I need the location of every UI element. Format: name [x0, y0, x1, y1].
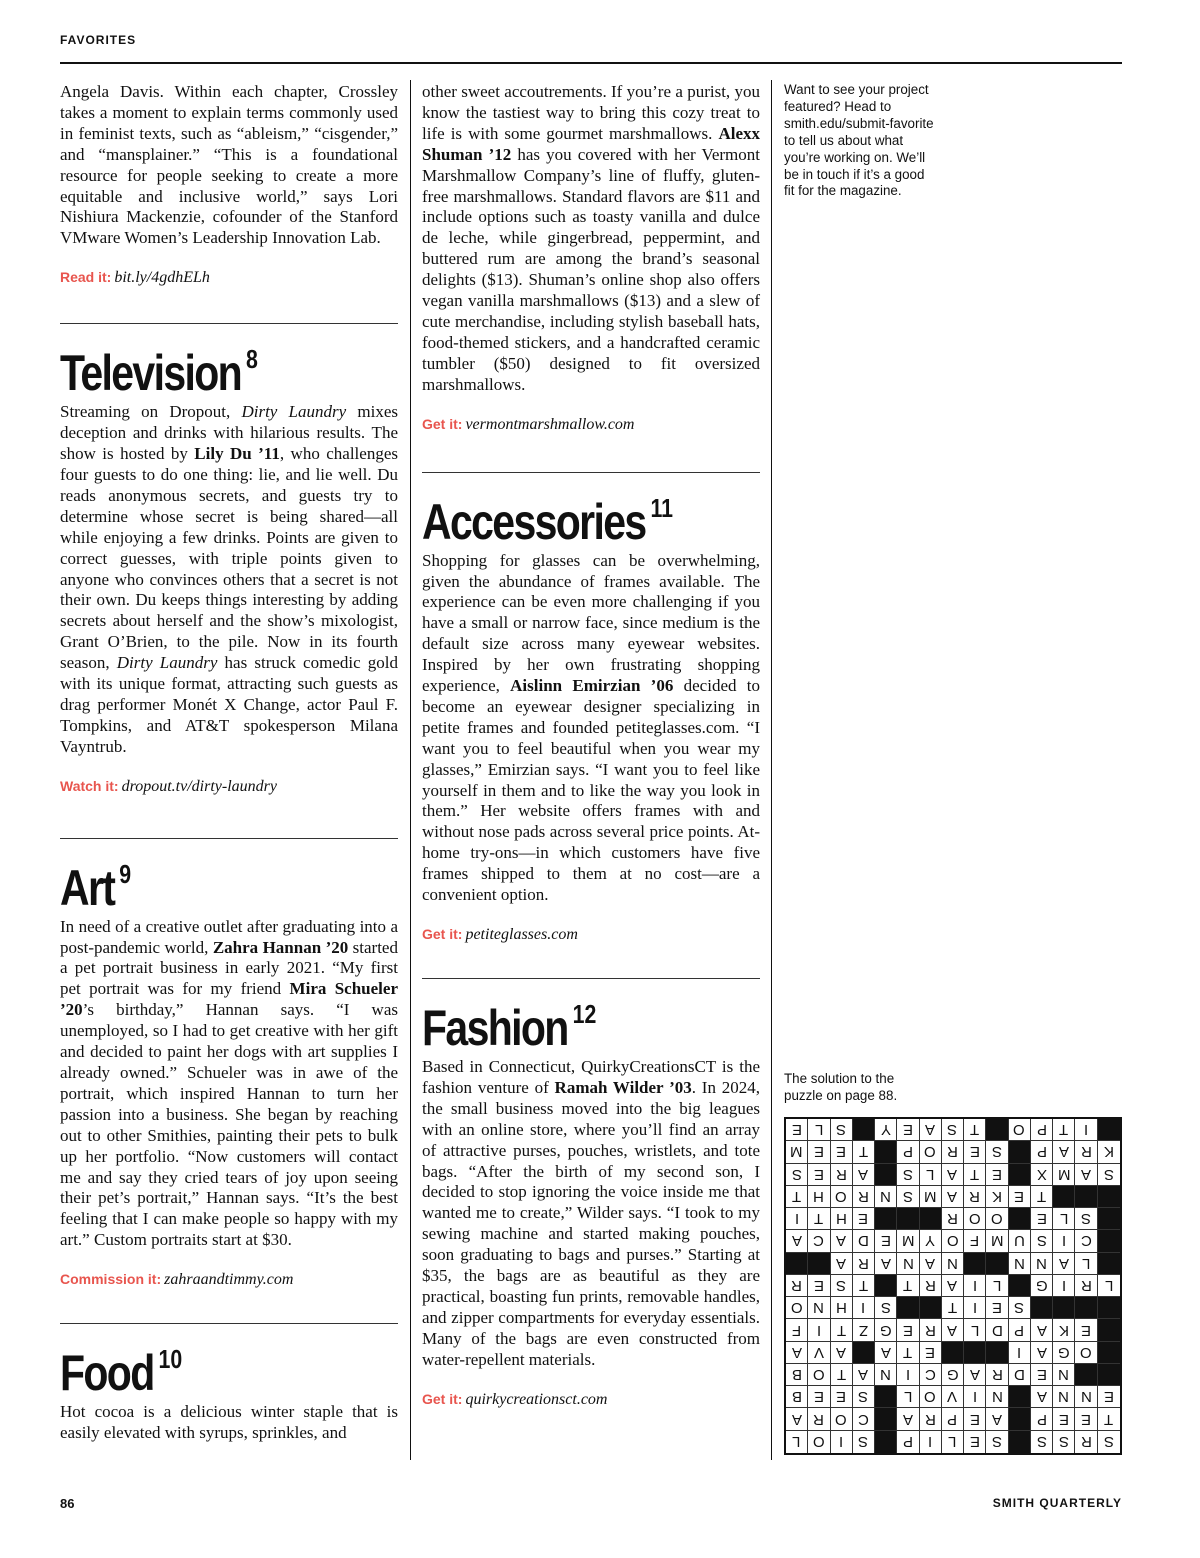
crossword-cell: E — [808, 1141, 830, 1163]
intro-paragraph: Angela Davis. Within each chapter, Crossley takes a moment to explain terms commonly used in feminist texts, such as “ableism,” “cisgender,” and “mansplainer.” “This is a foundational resource for people seeking to create a more equitable and inclusive world,” says Lori Nishiura Mackenzie, cofounder of the Stanford VMware Women’s Leadership Innovation Lab. — [60, 82, 398, 248]
art-paragraph: In need of a creative outlet after graduating into a post-pandemic world, Zahra Hannan ’20 started a pet portrait business in early 2021. “My first pet portrait was for my friend Mira Schueler ’20’s birthday,” Hannan says. “I was unemployed, so I had to get creative with her gift and decided to paint her dogs with art supplies I already owned.” Schueler was in awe of the portrait, which inspired Hannan to turn her passion into a business. She began by reaching out to other Smithies, painting their pets to bulk up her portfolio. “Now customers will contact me and say they cried tears of joy upon seeing their pet’s portrait,” Hannan says. “It’s the best feeling that I can make people so happy with my art.” Custom portraits start at $30. — [60, 916, 398, 1250]
crossword-cell: O — [1075, 1342, 1097, 1364]
crossword-cell: P — [942, 1408, 964, 1430]
crossword-cell: C — [853, 1408, 875, 1430]
crossword-cell: I — [853, 1297, 875, 1319]
crossword-cell: R — [786, 1275, 808, 1297]
crossword-cell: I — [1075, 1119, 1097, 1141]
puzzle-solution-note: The solution to the puzzle on page 88. — [784, 1071, 898, 1103]
crossword-cell: X — [1031, 1164, 1053, 1186]
crossword-cell: A — [920, 1253, 942, 1275]
crossword-cell: A — [831, 1230, 853, 1252]
crossword-black-cell — [1053, 1297, 1075, 1319]
crossword-cell: R — [920, 1319, 942, 1341]
food-paragraph-continued: other sweet accoutrements. If you’re a purist, you know the tastiest way to bring this cozy treat to life is with some gourmet marshmallows. Alexx Shuman ’12 has you covered with her Vermont Marshmallow Company’s line of fluffy, gluten-free marshmallows. Standard flavors are $11 and include options such as toasty vanilla and dulce de leche, while gingerbread, peppermint, and buttered rum are among the brand’s seasonal delights ($13). Shuman’s online shop also offers vegan vanilla marshmallows ($13) and a slew of cute merchandise, including stylish baseball hats, food-themed stickers, and a handcrafted ceramic tumbler ($50) designed to fit oversized marshmallows. — [422, 82, 760, 394]
crossword-cell: P — [1031, 1119, 1053, 1141]
crossword-cell: A — [1075, 1164, 1097, 1186]
submit-favorite-note: Want to see your project featured? Head to smith.edu/submit-favorite to tell us about what you’re working on. We’ll be in touch if it’s a good fit for the magazine. — [784, 82, 934, 199]
crossword-cell: H — [808, 1186, 830, 1208]
crossword-black-cell — [1009, 1141, 1031, 1163]
crossword-cell: D — [986, 1319, 1008, 1341]
crossword-cell: R — [920, 1275, 942, 1297]
crossword-cell: Z — [853, 1319, 875, 1341]
crossword-cell: I — [808, 1319, 830, 1341]
art-section — [60, 838, 398, 1290]
crossword-cell: O — [986, 1208, 1008, 1230]
crossword-black-cell — [875, 1431, 897, 1453]
crossword-black-cell — [808, 1253, 830, 1275]
crossword-cell: A — [1053, 1253, 1075, 1275]
crossword-cell: D — [853, 1230, 875, 1252]
crossword-cell: C — [1075, 1230, 1097, 1252]
food-paragraph: Hot cocoa is a delicious winter staple that is easily elevated with syrups, sprinkles, and — [60, 1402, 398, 1443]
crossword-cell: I — [786, 1208, 808, 1230]
crossword-cell: I — [964, 1386, 986, 1408]
running-head: FAVORITES — [60, 33, 137, 47]
crossword-cell: N — [986, 1386, 1008, 1408]
crossword-cell: S — [1075, 1208, 1097, 1230]
crossword-black-cell — [1031, 1297, 1053, 1319]
crossword-cell: R — [986, 1364, 1008, 1386]
crossword-cell: T — [897, 1275, 919, 1297]
crossword-cell: S — [986, 1431, 1008, 1453]
crossword-cell: E — [853, 1208, 875, 1230]
crossword-cell: E — [897, 1319, 919, 1341]
crossword-black-cell — [1009, 1431, 1031, 1453]
crossword-cell: A — [1053, 1141, 1075, 1163]
crossword-cell: E — [920, 1342, 942, 1364]
crossword-cell: V — [942, 1386, 964, 1408]
crossword-cell: A — [942, 1164, 964, 1186]
crossword-cell: O — [942, 1230, 964, 1252]
column-divider-2 — [771, 80, 772, 1460]
crossword-cell: L — [1053, 1208, 1075, 1230]
television-section — [60, 323, 398, 795]
crossword-cell: S — [1098, 1164, 1120, 1186]
crossword-black-cell — [897, 1297, 919, 1319]
crossword-black-cell — [1098, 1342, 1120, 1364]
crossword-cell: S — [1103, 1433, 1114, 1451]
crossword-cell: S — [1031, 1230, 1053, 1252]
crossword-cell: A — [942, 1275, 964, 1297]
crossword-cell: O — [920, 1141, 942, 1163]
crossword-cell: M — [1053, 1164, 1075, 1186]
crossword-cell: G — [875, 1319, 897, 1341]
crossword-cell: A — [1031, 1386, 1053, 1408]
page-number: 86 — [60, 1496, 75, 1511]
food-section — [60, 1323, 398, 1444]
crossword-cell: O — [920, 1386, 942, 1408]
crossword-cell: S — [786, 1164, 808, 1186]
get-it-cta[interactable] — [422, 416, 760, 434]
crossword-cell: O — [964, 1208, 986, 1230]
crossword-cell: R — [853, 1253, 875, 1275]
crossword-black-cell — [1075, 1364, 1097, 1386]
cta-link[interactable]: dropout.tv/dirty-laundry — [121, 777, 277, 795]
fashion-section — [422, 978, 760, 1409]
crossword-cell: T — [831, 1319, 853, 1341]
crossword-cell: R — [964, 1186, 986, 1208]
crossword-cell: L — [1075, 1253, 1097, 1275]
crossword-cell: I — [831, 1431, 853, 1453]
crossword-cell: A — [786, 1342, 808, 1364]
crossword-cell: O — [831, 1408, 853, 1430]
crossword-black-cell — [1075, 1186, 1097, 1208]
section-number: 11 — [650, 492, 674, 523]
crossword-black-cell — [920, 1208, 942, 1230]
crossword-cell: T — [1031, 1186, 1053, 1208]
crossword-cell: T — [942, 1297, 964, 1319]
crossword-cell: R — [808, 1408, 830, 1430]
crossword-cell: E — [986, 1297, 1008, 1319]
crossword-cell: L — [897, 1386, 919, 1408]
crossword-cell: G — [1031, 1275, 1053, 1297]
crossword-cell: N — [875, 1186, 897, 1208]
section-number: 10 — [158, 1344, 183, 1375]
crossword-black-cell — [1098, 1297, 1120, 1319]
crossword-cell: I — [920, 1431, 942, 1453]
crossword-cell: L — [920, 1164, 942, 1186]
section-title: Television $^8$ — [60, 344, 258, 402]
crossword-cell: E — [964, 1141, 986, 1163]
crossword-cell: T — [1098, 1408, 1120, 1430]
crossword-cell: R — [942, 1141, 964, 1163]
crossword-cell: G — [1053, 1342, 1075, 1364]
section-title: Art $^9$ — [60, 858, 132, 916]
crossword-cell: A — [920, 1119, 942, 1141]
television-paragraph: Streaming on Dropout, Dirty Laundry mixes deception and drinks with hilarious results. The show is hosted by Lily Du ’11, who challenges four guests to do one thing: lie, and lie well. Du reads anonymous secrets, and guests try to determine whose secret is being shared—all while enjoying a few drinks. Points are given to correct guesses, with triple points given to anyone who convinces others that a secret is not their own. Du keeps things interesting by adding secrets about herself and the show’s mixologist, Grant O’Brien, to the pile. Now in its fourth season, Dirty Laundry has struck comedic gold with its unique format, attracting such guests as drag performer Monét X Change, actor Paul F. Tompkins, and AT&T spokesperson Milana Vayntrub. — [60, 402, 399, 756]
crossword-cell: O — [786, 1297, 808, 1319]
crossword-cell: R — [920, 1408, 942, 1430]
cta-label: Get it: — [422, 926, 463, 942]
crossword-cell: F — [964, 1230, 986, 1252]
crossword-cell: N — [897, 1253, 919, 1275]
section-number: 8 — [245, 344, 258, 375]
crossword-cell: L — [942, 1431, 964, 1453]
fashion-paragraph: Based in Connecticut, QuirkyCreationsCT is the fashion venture of Ramah Wilder ’03. In 2024, the small business moved into the big leagues with an online store, where you’ll find an array of attractive purses, pouches, wristlets, and tote bags. “After the birth of my second son, I decided to stop ignoring the voice inside me that wanted me to create,” Wilder says. “I took to my sewing machine and started making pouches, soon graduating to bags and purses.” Starting at $35, the bags are as beautiful as they are practical, boasting fun prints, removable handles, and zipper compartments for everyday essentials. Many of the bags are even constructed from water-repellent materials. — [422, 1057, 760, 1369]
crossword-cell: L — [986, 1275, 1008, 1297]
cta-link[interactable]: quirkycreationsct.com — [465, 1390, 608, 1408]
crossword-cell: R — [1075, 1141, 1097, 1163]
crossword-cell: T — [1053, 1119, 1075, 1141]
crossword-cell: I — [897, 1364, 919, 1386]
crossword-cell: S — [942, 1119, 964, 1141]
accessories-section — [422, 472, 760, 944]
crossword-cell: A — [853, 1164, 875, 1186]
crossword-cell: I — [964, 1275, 986, 1297]
crossword-cell: L — [1098, 1275, 1120, 1297]
crossword-black-cell — [1053, 1186, 1075, 1208]
crossword-cell: T — [808, 1208, 830, 1230]
crossword-cell: N — [1053, 1386, 1075, 1408]
crossword-cell: H — [831, 1208, 853, 1230]
crossword-cell: E — [875, 1230, 897, 1252]
crossword-cell: S — [897, 1186, 919, 1208]
crossword-cell: E — [808, 1275, 830, 1297]
section-number: 12 — [572, 999, 597, 1029]
cta-label: Get it: — [422, 415, 463, 432]
crossword-cell: P — [897, 1141, 919, 1163]
food-continued — [422, 82, 760, 434]
crossword-black-cell — [1098, 1230, 1120, 1252]
crossword-cell: S — [875, 1297, 897, 1319]
crossword-cell: N — [1009, 1253, 1031, 1275]
crossword-cell: K — [986, 1186, 1008, 1208]
crossword-black-cell — [1098, 1364, 1120, 1386]
crossword-black-cell — [875, 1164, 897, 1186]
crossword-cell: P — [1031, 1141, 1053, 1163]
crossword-black-cell — [1009, 1386, 1031, 1408]
crossword-cell: S — [986, 1141, 1008, 1163]
crossword-black-cell — [942, 1342, 964, 1364]
crossword-cell: I — [964, 1297, 986, 1319]
crossword-cell: S — [1009, 1297, 1031, 1319]
crossword-cell: M — [986, 1230, 1008, 1252]
crossword-black-cell — [1075, 1297, 1097, 1319]
crossword-cell: A — [1031, 1319, 1053, 1341]
crossword-cell: I — [1053, 1275, 1075, 1297]
crossword-cell: E — [1053, 1408, 1075, 1430]
crossword-cell: A — [986, 1408, 1008, 1430]
crossword-cell: S — [831, 1119, 853, 1141]
crossword-cell: A — [897, 1408, 919, 1430]
crossword-cell: A — [942, 1319, 964, 1341]
crossword-cell: P — [1031, 1408, 1053, 1430]
crossword-cell: A — [942, 1186, 964, 1208]
crossword-cell: E — [964, 1431, 986, 1453]
crossword-cell: E — [1031, 1208, 1053, 1230]
crossword-black-cell — [786, 1253, 808, 1275]
section-title: Food $^{10}$ — [60, 1344, 183, 1402]
crossword-black-cell — [875, 1275, 897, 1297]
crossword-black-cell — [1009, 1208, 1031, 1230]
crossword-cell: E — [1009, 1186, 1031, 1208]
column-3 — [784, 82, 1122, 200]
crossword-cell: L — [786, 1431, 808, 1453]
crossword-cell: E — [1075, 1319, 1097, 1341]
crossword-cell: C — [920, 1364, 942, 1386]
crossword-cell: I — [1053, 1230, 1075, 1252]
column-divider-1 — [410, 80, 411, 1460]
crossword-black-cell — [875, 1208, 897, 1230]
crossword-cell: R — [942, 1208, 964, 1230]
crossword-cell: T — [897, 1342, 919, 1364]
crossword-cell: D — [1009, 1364, 1031, 1386]
crossword-cell: R — [1075, 1431, 1097, 1453]
crossword-cell: V — [808, 1342, 830, 1364]
column-2 — [422, 82, 760, 1409]
cta-label: Read it: — [60, 269, 112, 286]
crossword-cell: A — [786, 1408, 808, 1430]
accessories-paragraph: Shopping for glasses can be overwhelming, given the abundance of frames available. The experience can be even more challenging if you have a small or narrow face, since medium is the default size across many eyewear websites. Inspired by her own frustrating shopping experience, Aislinn Emirzian ’06 decided to become an eyewear designer specializing in petite frames and founded petiteglasses.com. “I want you to feel beautiful when you wear my glasses,” Emirzian says. “I want you to feel like yourself in them and to like the way you look in them.” Her website offers frames with and without nose pads across several price points. At-home try-ons—in which customers have five frames shipped to them at no cost—are a convenient option. — [422, 550, 760, 905]
crossword-cell: M — [786, 1141, 808, 1163]
crossword-cell: T — [853, 1275, 875, 1297]
crossword-cell: E — [808, 1164, 830, 1186]
top-rule — [60, 62, 1122, 64]
crossword-black-cell — [920, 1297, 942, 1319]
crossword-cell: T — [831, 1364, 853, 1386]
crossword-cell: K — [1053, 1319, 1075, 1341]
crossword-black-cell — [964, 1253, 986, 1275]
crossword-cell: B — [786, 1386, 808, 1408]
crossword-cell: A — [875, 1253, 897, 1275]
crossword-cell: G — [942, 1364, 964, 1386]
crossword-black-cell — [1098, 1208, 1120, 1230]
crossword-cell: M — [920, 1186, 942, 1208]
crossword-cell: N — [1031, 1253, 1053, 1275]
crossword-solution-grid — [784, 1117, 1122, 1455]
crossword-black-cell — [875, 1386, 897, 1408]
crossword-black-cell — [1009, 1164, 1031, 1186]
crossword-cell: O — [1009, 1119, 1031, 1141]
crossword-cell: B — [786, 1364, 808, 1386]
crossword-cell: E — [786, 1119, 808, 1141]
commission-it-cta[interactable] — [60, 1271, 398, 1289]
crossword-cell: P — [1009, 1319, 1031, 1341]
crossword-cell: E — [831, 1141, 853, 1163]
crossword-cell: Y — [920, 1230, 942, 1252]
crossword-cell: A — [964, 1364, 986, 1386]
crossword-cell: P — [897, 1431, 919, 1453]
crossword-cell: N — [1075, 1386, 1097, 1408]
crossword-black-cell — [1098, 1186, 1120, 1208]
crossword-cell: R — [853, 1186, 875, 1208]
crossword-black-cell — [875, 1141, 897, 1163]
get-it-cta[interactable] — [422, 926, 760, 944]
crossword-cell: S — [1053, 1431, 1075, 1453]
cta-label: Commission it: — [60, 1271, 162, 1288]
crossword-cell: E — [808, 1386, 830, 1408]
crossword-black-cell — [1009, 1275, 1031, 1297]
crossword-cell: E — [1098, 1386, 1120, 1408]
get-it-cta[interactable] — [422, 1391, 760, 1409]
cta-link[interactable]: vermontmarshmallow.com — [465, 415, 635, 433]
section-title: Accessories $^{11}$ — [422, 492, 674, 550]
crossword-cell: E — [1031, 1364, 1053, 1386]
crossword-cell: E — [1075, 1408, 1097, 1430]
crossword-cell: O — [808, 1364, 830, 1386]
cta-label: Watch it: — [60, 777, 119, 794]
crossword-cell: E — [986, 1164, 1008, 1186]
section-title: Fashion $^{12}$ — [422, 999, 597, 1056]
crossword-cell: A — [875, 1342, 897, 1364]
crossword-cell: N — [1053, 1364, 1075, 1386]
read-it-cta[interactable] — [60, 269, 398, 287]
crossword-cell: E — [964, 1408, 986, 1430]
cta-link[interactable]: zahraandtimmy.com — [164, 1271, 294, 1289]
intro-continued — [60, 82, 398, 287]
crossword-black-cell — [897, 1208, 919, 1230]
crossword-cell: T — [964, 1164, 986, 1186]
crossword-cell: S — [853, 1431, 875, 1453]
crossword-cell: S — [831, 1275, 853, 1297]
watch-it-cta[interactable] — [60, 778, 398, 796]
crossword-cell: A — [831, 1342, 853, 1364]
crossword-cell: U — [1009, 1230, 1031, 1252]
crossword-black-cell — [1098, 1319, 1120, 1341]
crossword-cell: R — [1075, 1275, 1097, 1297]
crossword-cell: A — [1031, 1342, 1053, 1364]
crossword-cell: L — [964, 1319, 986, 1341]
crossword-black-cell — [1009, 1408, 1031, 1430]
section-number: 9 — [119, 858, 132, 889]
crossword-black-cell — [986, 1119, 1008, 1141]
crossword-cell: N — [942, 1253, 964, 1275]
crossword-black-cell — [986, 1253, 1008, 1275]
crossword-cell: I — [1009, 1342, 1031, 1364]
crossword-cell: E — [897, 1119, 919, 1141]
cta-link[interactable]: petiteglasses.com — [465, 926, 578, 943]
crossword-cell: O — [808, 1431, 830, 1453]
crossword-black-cell — [853, 1119, 875, 1141]
crossword-cell: T — [853, 1141, 875, 1163]
crossword-cell: T — [964, 1119, 986, 1141]
crossword-cell: L — [808, 1119, 830, 1141]
crossword-cell: T — [786, 1186, 808, 1208]
cta-label: Get it: — [422, 1390, 463, 1407]
crossword-cell: K — [1098, 1141, 1120, 1163]
crossword-cell: H — [831, 1297, 853, 1319]
crossword-cell: R — [831, 1164, 853, 1186]
cta-link[interactable]: bit.ly/4gdhELh — [114, 269, 210, 287]
crossword-black-cell — [964, 1342, 986, 1364]
crossword-black-cell — [986, 1342, 1008, 1364]
crossword-cell: S — [853, 1386, 875, 1408]
crossword-cell: N — [875, 1364, 897, 1386]
crossword-black-cell — [853, 1342, 875, 1364]
crossword-cell: A — [853, 1364, 875, 1386]
crossword-cell: F — [786, 1319, 808, 1341]
column-1 — [60, 82, 398, 1444]
crossword-cell: C — [808, 1230, 830, 1252]
crossword-black-cell — [875, 1408, 897, 1430]
crossword-cell: A — [786, 1230, 808, 1252]
crossword-cell: A — [831, 1253, 853, 1275]
crossword-black-cell — [1098, 1119, 1120, 1141]
crossword-cell: O — [831, 1186, 853, 1208]
crossword-cell: E — [831, 1386, 853, 1408]
crossword-cell: N — [808, 1297, 830, 1319]
publication-name: SMITH QUARTERLY — [992, 1496, 1122, 1510]
crossword-cell: M — [897, 1230, 919, 1252]
crossword-cell: S — [1031, 1431, 1053, 1453]
crossword-cell: Y — [875, 1119, 897, 1141]
crossword-cell: S — [897, 1164, 919, 1186]
crossword-black-cell — [1098, 1253, 1120, 1275]
